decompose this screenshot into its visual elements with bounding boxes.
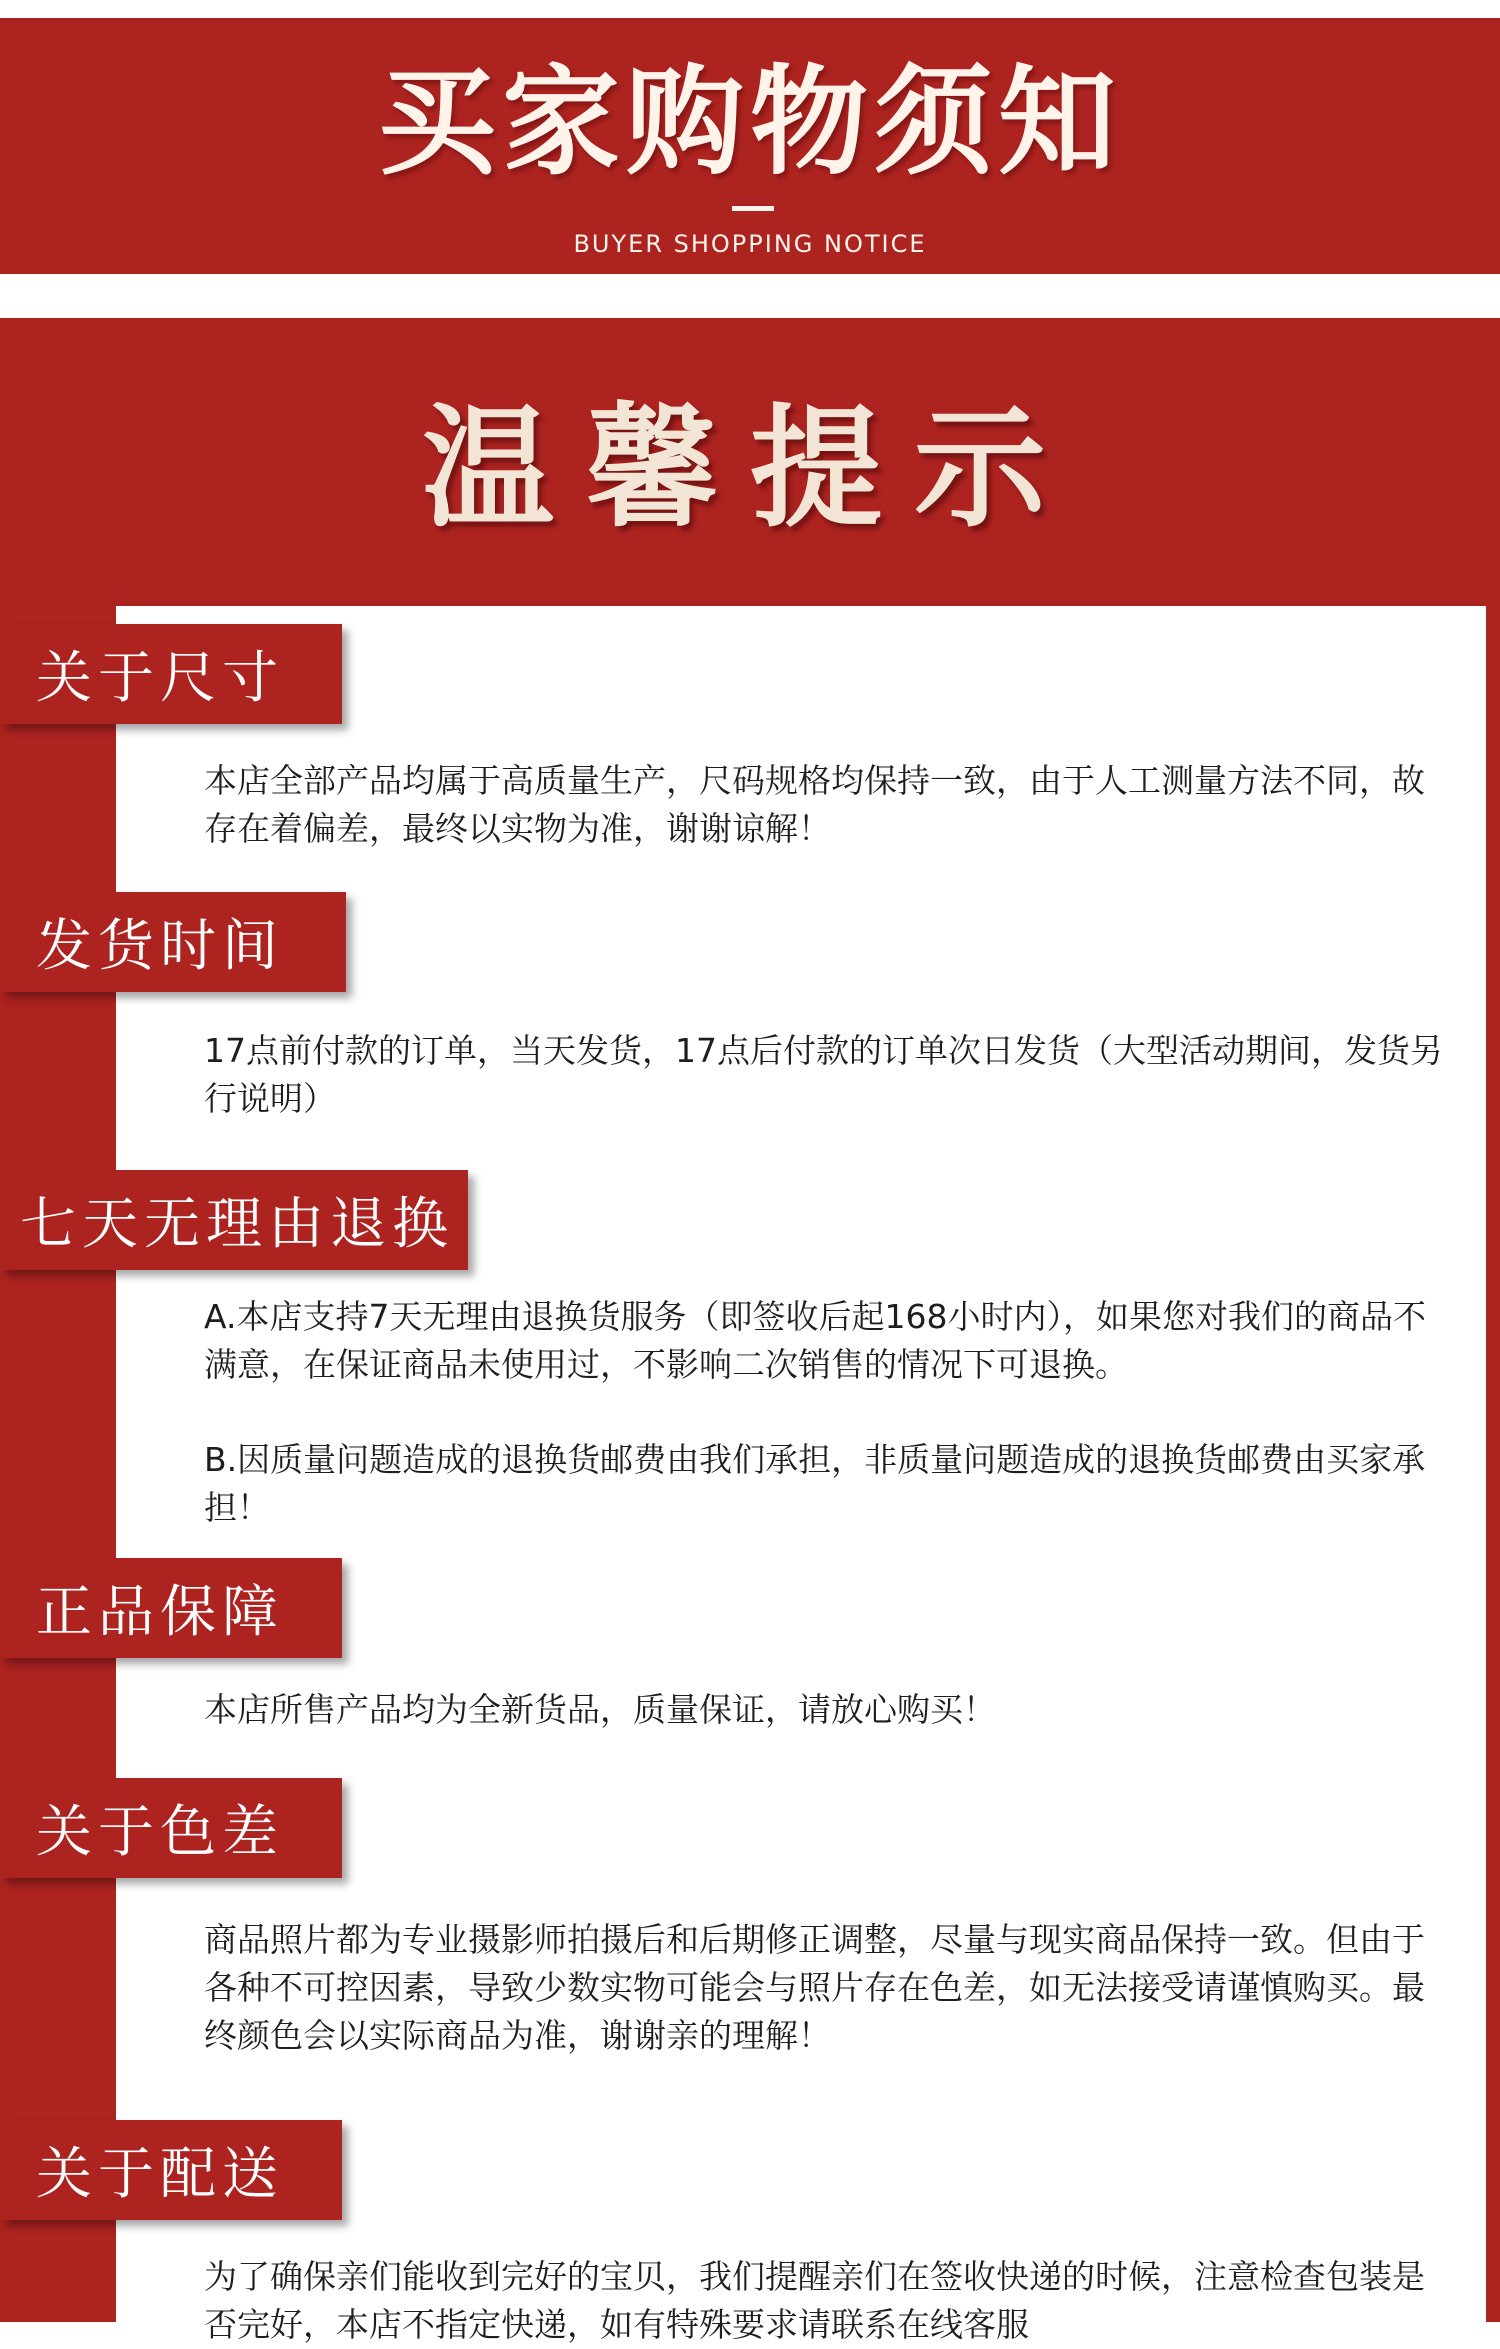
section-text-color-difference: 商品照片都为专业摄影师拍摄后和后期修正调整，尽量与现实商品保持一致。但由于各种不可控因素，导致少数实物可能会与照片存在色差，如无法接受请谨慎购买。最终颜色会以实际商品为准，谢谢亲的理解！ <box>204 1920 1425 2055</box>
section-heading-shipping-time: 发货时间 <box>0 892 346 992</box>
page-title: 买家购物须知 <box>377 53 1122 191</box>
section-text-shipping-time: 17点前付款的订单，当天发货，17点后付款的订单次日发货（大型活动期间，发货另行说明） <box>204 1031 1443 1118</box>
page-subtitle: BUYER SHOPPING NOTICE <box>573 230 927 258</box>
section-text-size: 本店全部产品均属于高质量生产，尺码规格均保持一致，由于人工测量方法不同，故存在着偏差，最终以实物为准，谢谢谅解！ <box>204 761 1425 848</box>
section-heading-authenticity: 正品保障 <box>0 1558 342 1658</box>
section-text-authenticity: 本店所售产品均为全新货品，质量保证，请放心购买！ <box>204 1690 996 1729</box>
section-heading-delivery: 关于配送 <box>0 2120 342 2220</box>
section-text-returns-b: B.因质量问题造成的退换货邮费由我们承担，非质量问题造成的退换货邮费由买家承担！ <box>204 1440 1426 1527</box>
title-divider <box>732 206 774 211</box>
section-text-returns-a: A.本店支持7天无理由退换货服务（即签收后起168小时内），如果您对我们的商品不满意，在保证商品未使用过，不影响二次销售的情况下可退换。 <box>204 1297 1426 1384</box>
section-text-delivery: 为了确保亲们能收到完好的宝贝，我们提醒亲们在签收快递的时候，注意检查包装是否完好，本店不指定快递，如有特殊要求请联系在线客服 <box>204 2257 1425 2344</box>
tips-title: 温馨提示 <box>422 392 1078 546</box>
section-heading-color-difference: 关于色差 <box>0 1778 342 1878</box>
section-heading-returns: 七天无理由退换 <box>0 1170 468 1270</box>
section-heading-size: 关于尺寸 <box>0 624 342 724</box>
